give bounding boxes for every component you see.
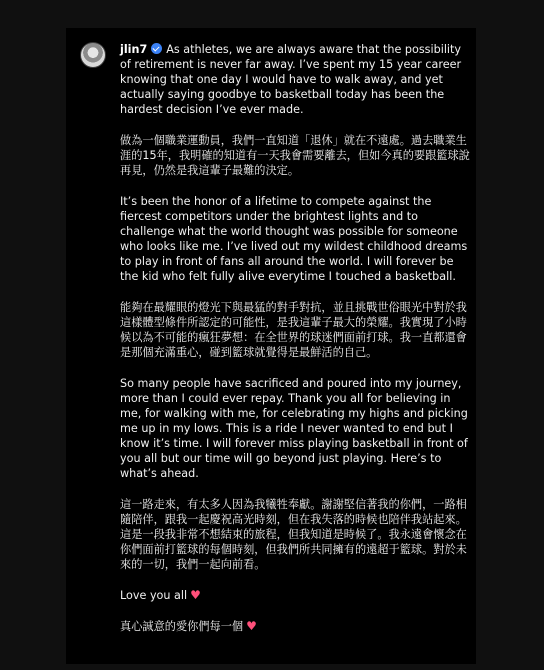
caption-content — [120, 42, 475, 634]
closing-chinese — [120, 619, 475, 634]
post-caption-card — [66, 28, 476, 664]
caption-text-1: As athletes, we are always aware that the possibility of retirement is never far away. I’ve spent my 15 year career knowing that one day I would have to walk away, and yet actually saying goodbye to basketball today has been the hardest decision I’ve ever made. — [120, 43, 462, 116]
caption-paragraph-6: 這一路走來，有太多人因為我犧牲奉獻。謝謝堅信著我的你們，一路相隨陪伴，跟我一起慶祝高光時刻，但在我失落的時候也陪伴我站起來。這是一段我非常不想結束的旅程，但我知道是時候了。我永遠會懷念在你們面前打籃球的每個時刻，但我們所共同擁有的遠超于籃球。對於未來的一切，我們一起向前看。 — [120, 498, 467, 571]
user-avatar[interactable] — [80, 42, 106, 68]
closing-english — [120, 588, 475, 603]
closing-chinese-text: 真心誠意的愛你們每一個 — [120, 620, 244, 633]
closing-english-text: Love you all — [120, 589, 188, 602]
caption-block — [80, 42, 470, 634]
username-link[interactable]: jlin7 — [120, 43, 148, 56]
heart-icon: ♥ — [246, 619, 257, 633]
caption-paragraph-2: 做為一個職業運動員，我們一直知道「退休」就在不遠處。過去職業生涯的15年，我明確的知道有一天我會需要離去，但如今真的要跟籃球說再見，仍然是我這輩子最難的決定。 — [120, 134, 470, 177]
caption-paragraph-3: It’s been the honor of a lifetime to compete against the fiercest competitors under the brightest lights and to challenge what the world thought was possible for someone who looks like me. I’ve lived out my wildest childhood dreams to play in front of fans all around the world. I will forever be the kid who felt fully alive everytime I touched a basketball. — [120, 195, 468, 283]
caption-paragraph-1 — [120, 42, 475, 117]
verified-badge-icon — [151, 43, 162, 54]
caption-paragraph-5: So many people have sacrificed and poured into my journey, more than I could ever repay. Thank you all for believing in me, for walking with me, for celebrating my highs and picking me up in my lows. This is a ride I never wanted to end but I know it’s time. I will forever miss playing basketball in front of you all but our time will go beyond just playing. Here’s to what’s ahead. — [120, 377, 468, 480]
heart-icon: ♥ — [190, 588, 201, 602]
caption-paragraph-4: 能夠在最耀眼的燈光下與最猛的對手對抗，並且挑戰世俗眼光中對於我這樣體型條件所認定的可能性，是我這輩子最大的榮耀。我實現了小時候以為不可能的瘋狂夢想：在全世界的球迷們面前打球。我一直都還會是那個充滿重心，碰到籃球就覺得是最鮮活的自己。 — [120, 301, 467, 359]
